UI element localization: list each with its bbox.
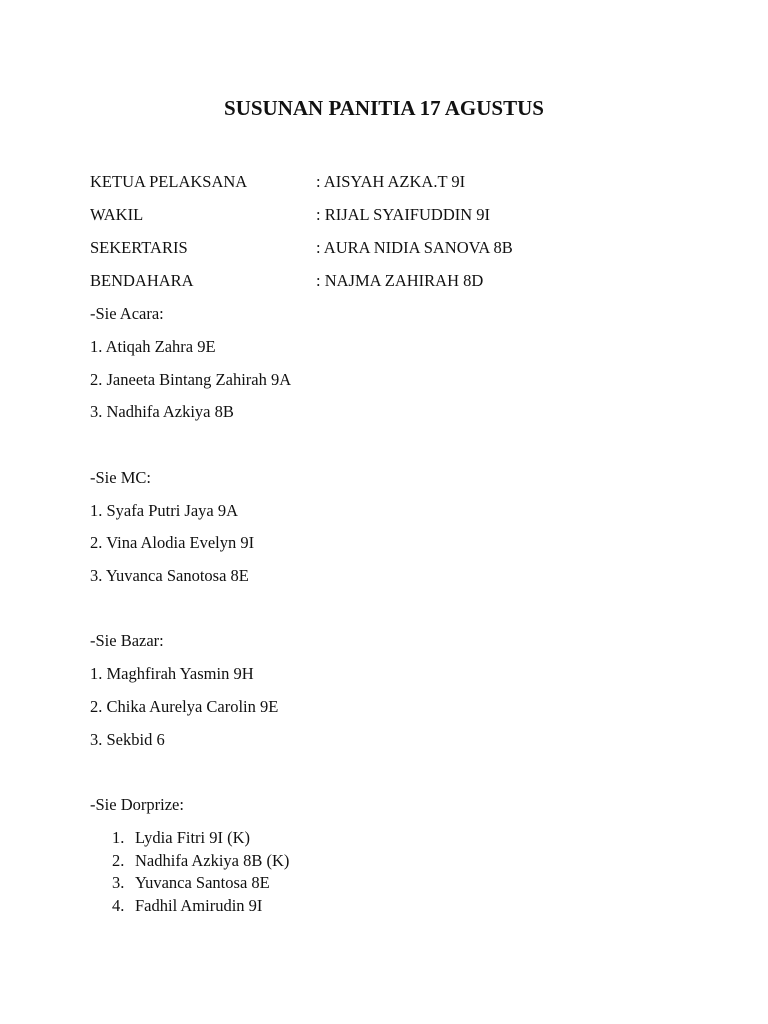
list-number: 3. <box>112 873 125 892</box>
list-item: 1. Syafa Putri Jaya 9A <box>90 501 239 520</box>
officer-name: : RIJAL SYAIFUDDIN 9I <box>316 205 491 224</box>
list-item: 3. Nadhifa Azkiya 8B <box>90 402 234 421</box>
list-number: 4. <box>112 895 125 915</box>
list-text: Fadhil Amirudin 9I <box>135 895 263 915</box>
list-text: Yuvanca Santosa 8E <box>135 873 270 892</box>
sie-mc-heading: -Sie MC: <box>90 468 151 487</box>
officer-role: SEKERTARIS <box>90 238 188 257</box>
list-item: 2. Vina Alodia Evelyn 9I <box>90 533 255 552</box>
list-item: 3. Yuvanca Sanotosa 8E <box>90 566 249 585</box>
officer-name: : NAJMA ZAHIRAH 8D <box>316 271 484 290</box>
list-item: 1. Maghfirah Yasmin 9H <box>90 664 254 683</box>
list-text: Nadhifa Azkiya 8B (K) <box>135 850 290 870</box>
list-number: 1. <box>112 828 125 847</box>
list-item: 2. Chika Aurelya Carolin 9E <box>90 697 279 716</box>
list-text: Lydia Fitri 9I (K) <box>135 828 251 847</box>
list-number: 2. <box>112 850 125 870</box>
list-item: 2. Janeeta Bintang Zahirah 9A <box>90 370 292 389</box>
officer-role: WAKIL <box>90 205 144 224</box>
officer-name: : AURA NIDIA SANOVA 8B <box>316 238 513 257</box>
officer-role: BENDAHARA <box>90 271 194 290</box>
sie-acara-heading: -Sie Acara: <box>90 304 164 323</box>
officer-role: KETUA PELAKSANA <box>90 172 248 191</box>
list-item: 1. Atiqah Zahra 9E <box>90 337 216 356</box>
sie-bazar-heading: -Sie Bazar: <box>90 631 164 650</box>
list-item: 3. Sekbid 6 <box>90 730 165 749</box>
page-title: SUSUNAN PANITIA 17 AGUSTUS <box>224 96 544 120</box>
sie-dorprize-heading: -Sie Dorprize: <box>90 795 184 814</box>
officer-name: : AISYAH AZKA.T 9I <box>316 172 466 191</box>
